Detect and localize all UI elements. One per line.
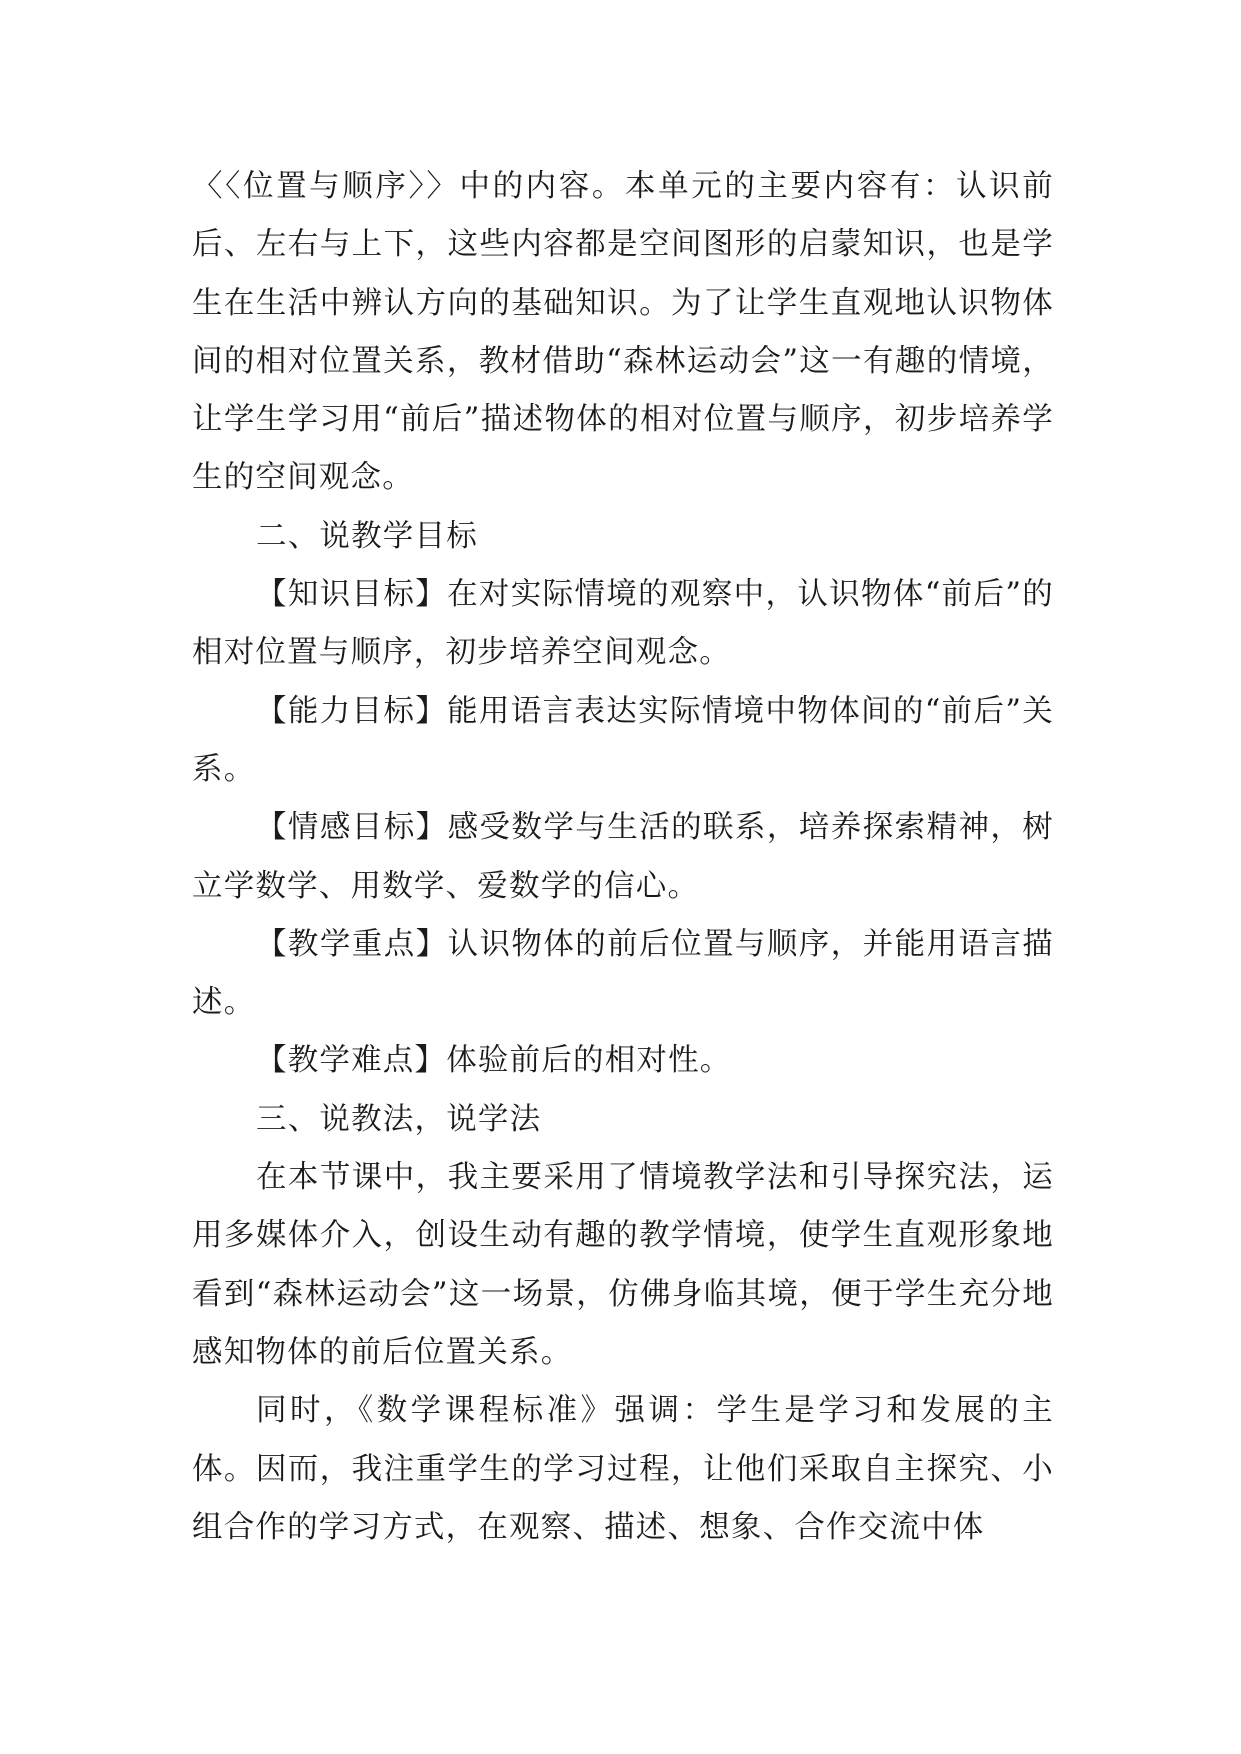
paragraph-learning-method: 同时，《数学课程标准》强调：学生是学习和发展的主体。因而，我注重学生的学习过程，让他们采取自主探究、小组合作的学习方式，在观察、描述、想象、合作交流中体	[192, 1393, 1054, 1545]
heading-teaching-methods: 三、说教法，说学法	[256, 1101, 542, 1137]
body-text	[192, 158, 1054, 1557]
paragraph-unit-content: 〈〈位置与顺序〉〉中的内容。本单元的主要内容有：认识前后、左右与上下，这些内容都是空间图形的启蒙知识，也是学生在生活中辨认方向的基础知识。为了让学生直观地认识物体间的相对位置关系，教材借助“森林运动会”这一有趣的情境，让学生学习用“前后”描述物体的相对位置与顺序，初步培养学生的空间观念。	[192, 169, 1054, 496]
heading-teaching-goals: 二、说教学目标	[256, 518, 478, 554]
paragraph-ability-goal: 【能力目标】能用语言表达实际情境中物体间的“前后”关系。	[192, 693, 1054, 787]
paragraph-knowledge-goal: 【知识目标】在对实际情境的观察中，认识物体“前后”的相对位置与顺序，初步培养空间观念。	[192, 577, 1054, 671]
paragraph-key-point: 【教学重点】认识物体的前后位置与顺序，并能用语言描述。	[192, 926, 1054, 1021]
paragraph-difficult-point: 【教学难点】体验前后的相对性。	[256, 1043, 732, 1079]
paragraph-emotion-goal: 【情感目标】感受数学与生活的联系，培养探索精神，树立学数学、用数学、爱数学的信心。	[192, 810, 1054, 904]
paragraph-teaching-method: 在本节课中，我主要采用了情境教学法和引导探究法，运用多媒体介入，创设生动有趣的教学情境，使学生直观形象地看到“森林运动会”这一场景，仿佛身临其境，便于学生充分地感知物体的前后位置关系。	[192, 1160, 1054, 1370]
